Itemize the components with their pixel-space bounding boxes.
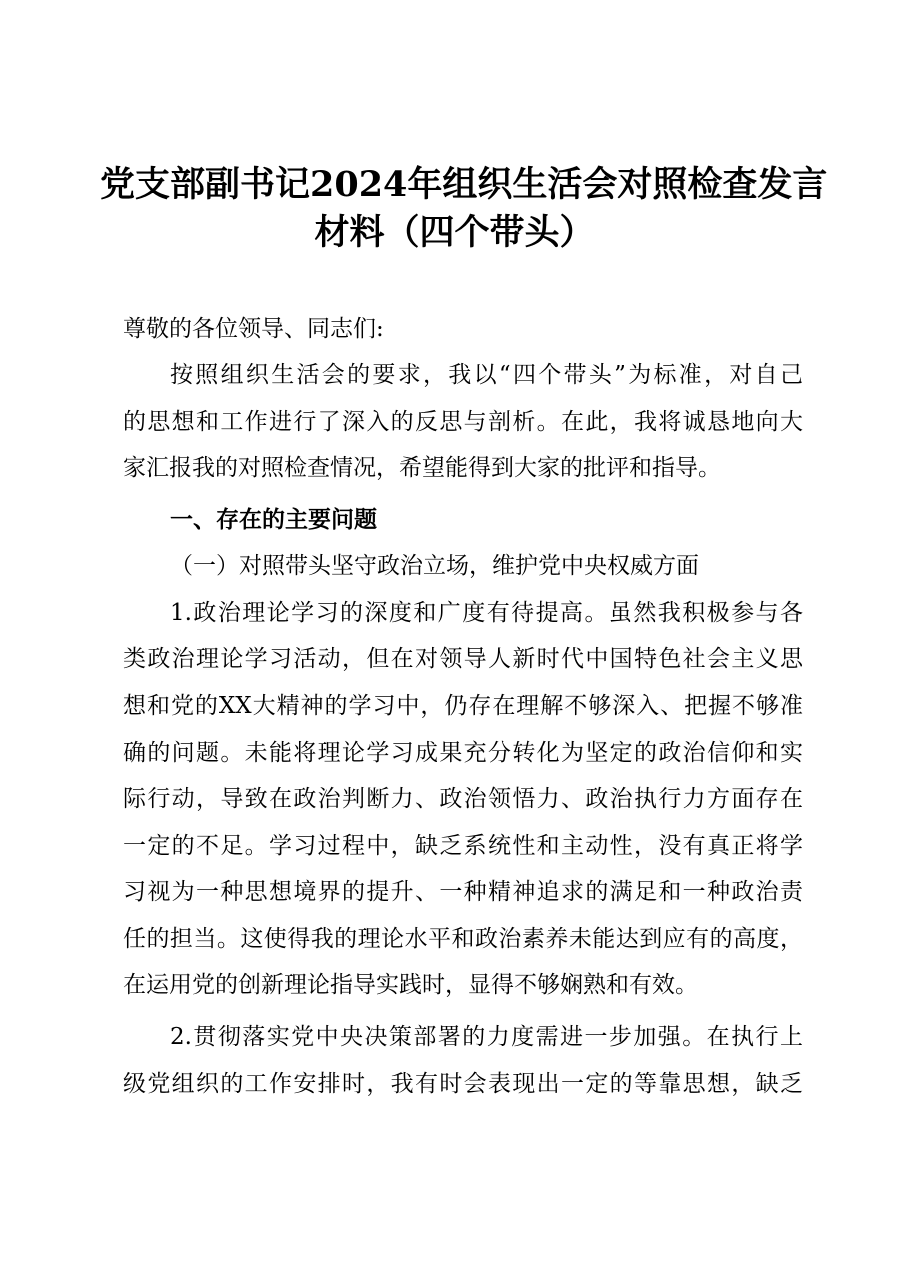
paragraph-line: 类政治理论学习活动，但在对领导人新时代中国特色社会主义思 bbox=[123, 646, 803, 672]
document-title-line-1: 党支部副书记2024年组织生活会对照检查发言 bbox=[100, 164, 828, 205]
paragraph-line: 家汇报我的对照检查情况，希望能得到大家的批评和指导。 bbox=[123, 455, 721, 481]
paragraph-line: 1.政治理论学习的深度和广度有待提高。虽然我积极参与各 bbox=[170, 600, 803, 626]
paragraph-line: 一定的不足。学习过程中，缺乏系统性和主动性，没有真正将学 bbox=[123, 833, 803, 859]
paragraph-line: 际行动，导致在政治判断力、政治领悟力、政治执行力方面存在 bbox=[123, 786, 803, 812]
paragraph-line: 在运用党的创新理论指导实践时，显得不够娴熟和有效。 bbox=[123, 972, 698, 998]
paragraph-line: 习视为一种思想境界的提升、一种精神追求的满足和一种政治责 bbox=[123, 879, 803, 905]
section-heading: 一、存在的主要问题 bbox=[170, 506, 377, 533]
salutation: 尊敬的各位领导、同志们: bbox=[123, 316, 384, 342]
paragraph-line: 的思想和工作进行了深入的反思与剖析。在此，我将诚恳地向大 bbox=[123, 409, 803, 435]
paragraph-line: 按照组织生活会的要求，我以“四个带头”为标准，对自己 bbox=[170, 362, 803, 388]
document-title-line-2: 材料（四个带头） bbox=[314, 212, 595, 253]
paragraph-line: 任的担当。这使得我的理论水平和政治素养未能达到应有的高度， bbox=[123, 926, 803, 952]
subsection-heading: （一）对照带头坚守政治立场，维护党中央权威方面 bbox=[170, 553, 699, 579]
paragraph-line: 确的问题。未能将理论学习成果充分转化为坚定的政治信仰和实 bbox=[123, 740, 803, 766]
paragraph-line: 2.贯彻落实党中央决策部署的力度需进一步加强。在执行上 bbox=[170, 1024, 803, 1050]
paragraph-line: 级党组织的工作安排时，我有时会表现出一定的等靠思想，缺乏 bbox=[123, 1071, 803, 1097]
paragraph-line: 想和党的XX大精神的学习中，仍存在理解不够深入、把握不够准 bbox=[123, 693, 803, 719]
